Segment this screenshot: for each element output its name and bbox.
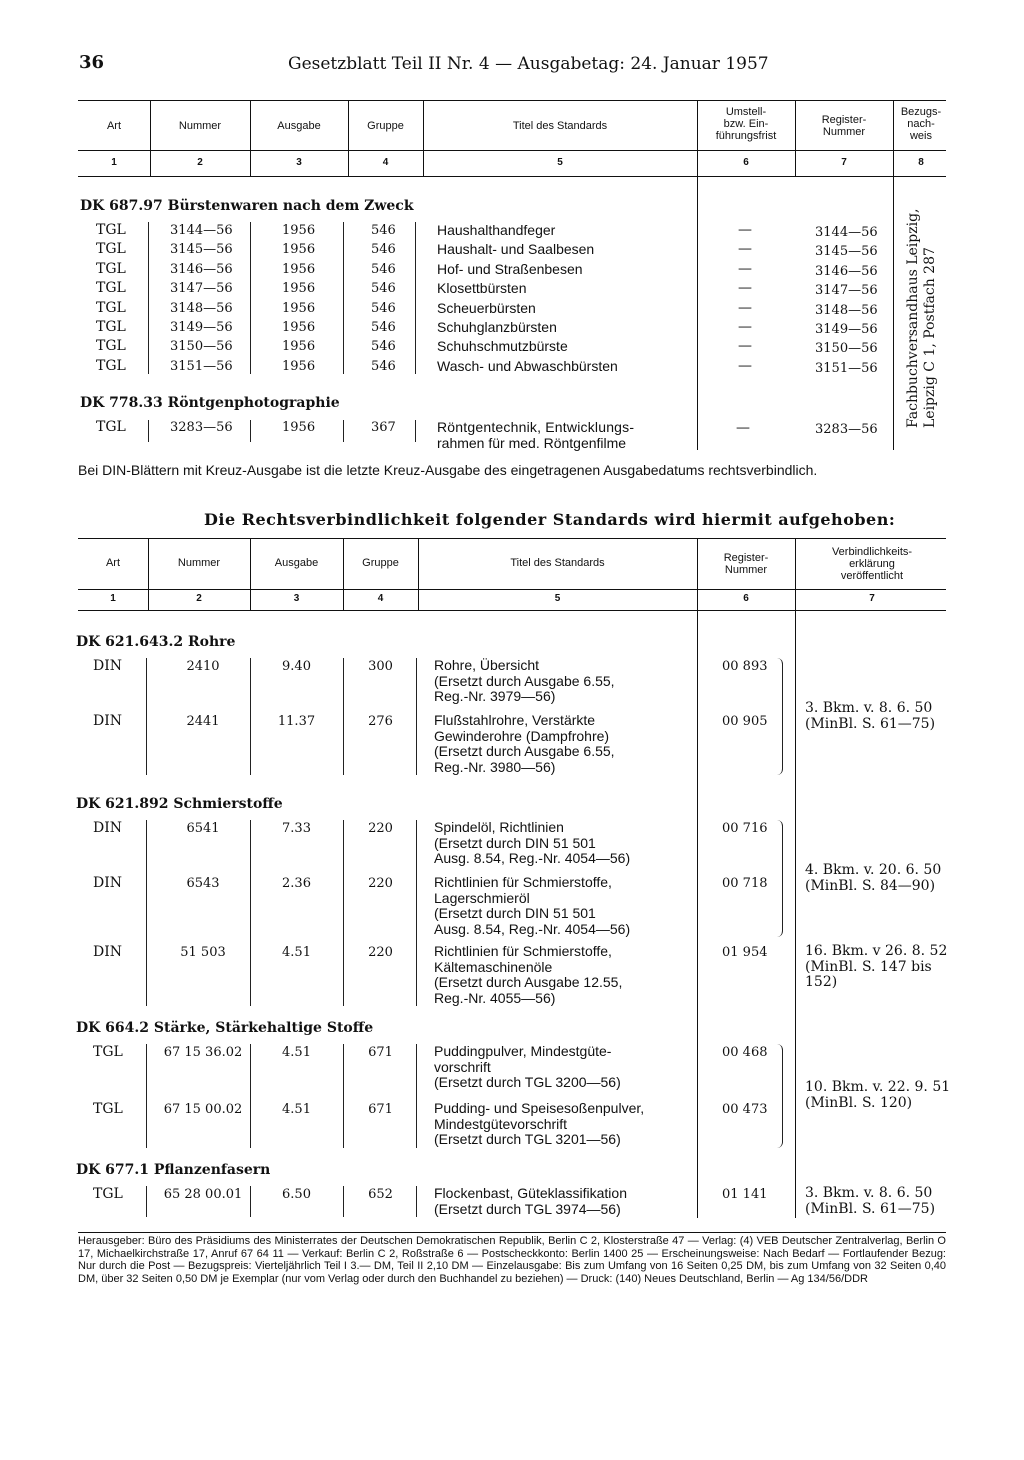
t1-header-ausgabe: Ausgabe: [277, 120, 321, 132]
t1-row-ausgabe: 1956: [282, 261, 316, 277]
t2-row-titel-line: (Ersetzt durch Ausgabe 6.55,: [434, 672, 615, 689]
t1-row-gruppe: 546: [371, 281, 396, 297]
t1-row-nummer: 3147—56: [170, 281, 233, 297]
t1-row-frist: —: [736, 420, 750, 436]
t1-row-frist: —: [738, 357, 752, 374]
t2-row-titel-line: Flockenbast, Güteklassifikation: [434, 1185, 627, 1201]
t1-row-ausgabe: 1956: [282, 420, 316, 435]
t1-row-titel-line2: rahmen für med. Röntgenfilme: [437, 435, 627, 451]
t1-row-frist: —: [738, 319, 752, 335]
t2-colnum-1: 1: [110, 593, 116, 604]
t2-verbindlichkeit-line: 3. Bkm. v. 8. 6. 50: [805, 1185, 933, 1201]
t2-row-titel-line: Reg.-Nr. 3979—56): [434, 688, 556, 704]
t1-row-titel: Klosettbürsten: [437, 280, 527, 297]
t1-row-ausgabe: 1956: [282, 300, 316, 316]
t1-row-titel: Schuhschmutzbürste: [437, 338, 568, 355]
t1-bezugsnachweis-line1: Fachbuchversandhaus Leipzig,: [905, 208, 921, 428]
t1-row-titel: Hof- und Straßenbesen: [437, 260, 583, 277]
t1-header-frist-text: Umstell- bzw. Ein- führungsfrist: [715, 106, 777, 142]
t2-row-gruppe: 220: [368, 821, 393, 836]
t1-row-nummer: 3146—56: [170, 261, 233, 277]
t1-bezugsnachweis-line2: Leipzig C 1, Postfach 287: [922, 247, 938, 428]
t2-verbindlichkeit-line: 4. Bkm. v. 20. 6. 50: [805, 862, 942, 878]
t2-header-gruppe: Gruppe: [362, 557, 399, 569]
t1-row-register: 3150—56: [815, 341, 878, 357]
t1-row-nummer: 3144—56: [170, 223, 233, 238]
t2-row-titel: [434, 1186, 627, 1217]
t1-row-gruppe: 546: [371, 261, 396, 277]
t2-row-ausgabe: 11.37: [277, 714, 316, 729]
t2-row-nummer: 2441: [186, 714, 220, 729]
t1-row-register: 3149—56: [815, 322, 878, 337]
t2-verbindlichkeit-line: (MinBl. S. 61—75): [805, 1200, 936, 1217]
t2-header-titel: Titel des Standards: [510, 557, 605, 569]
t1-row-ausgabe: 1956: [282, 281, 316, 297]
t1-row-frist: —: [738, 299, 752, 316]
t2-row-art: TGL: [93, 1044, 123, 1060]
t2-header-nummer: Nummer: [177, 557, 221, 569]
t2-colnum-7: 7: [869, 593, 875, 604]
t2-row-titel: [434, 713, 615, 775]
t2-row-titel-line: Lagerschmieröl: [434, 889, 530, 906]
t1-colnum-1: 1: [111, 157, 117, 168]
t1-row-gruppe: 546: [371, 242, 396, 258]
t2-row-gruppe: 671: [368, 1045, 393, 1060]
t2-row-titel-line: (Ersetzt durch TGL 3201—56): [434, 1131, 621, 1147]
t2-row-register: 00 716: [722, 821, 768, 836]
t2-row-register: 00 468: [722, 1045, 768, 1060]
t1-header-gruppe: Gruppe: [367, 120, 404, 132]
t1-row-art: TGL: [96, 260, 126, 277]
t1-row-art: TGL: [96, 419, 126, 435]
t2-row-titel: [434, 820, 630, 867]
t2-row-titel: [434, 658, 615, 705]
t1-colnum-3: 3: [296, 157, 302, 168]
t1-row-art: TGL: [96, 241, 126, 258]
t1-header-frist: [699, 106, 793, 142]
t1-row-frist: —: [738, 280, 752, 297]
t1-row-frist: —: [738, 338, 752, 355]
note-text: [78, 462, 946, 479]
t2-verbindlichkeit-line: (MinBl. S. 120): [805, 1094, 913, 1111]
t1-header-bezug-text: Bezugs- nach- weis: [900, 106, 942, 142]
t1-row-gruppe: 546: [371, 339, 396, 355]
t2-row-titel-line: Reg.-Nr. 3980—56): [434, 758, 556, 775]
t2-row-titel: [434, 1044, 621, 1091]
t2-row-titel-line: Flußstahlrohre, Verstärkte: [434, 712, 596, 728]
t2-row-titel-line: Spindelöl, Richtlinien: [434, 819, 564, 835]
t1-header-register: [797, 114, 891, 138]
t1-header-titel: Titel des Standards: [512, 120, 608, 132]
t1-row-register: 3144—56: [815, 225, 878, 240]
t2-row-ausgabe: 4.51: [282, 945, 311, 960]
t1-row-register: 3148—56: [815, 302, 878, 318]
footer-imprint: [78, 1235, 946, 1285]
t2-row-titel: [434, 1101, 644, 1148]
t2-row-nummer: 67 15 00.02: [163, 1102, 243, 1117]
t2-section-heading: DK 664.2 Stärke, Stärkehaltige Stoffe: [76, 1020, 374, 1036]
t1-row-register: 3283—56: [815, 422, 878, 437]
t2-row-nummer: 6543: [186, 876, 220, 891]
t2-row-titel-line: Reg.-Nr. 4055—56): [434, 989, 556, 1006]
t1-row-ausgabe: 1956: [282, 223, 316, 238]
t1-row-gruppe: 546: [371, 300, 396, 316]
t2-verbindlichkeit-line: 3. Bkm. v. 8. 6. 50: [805, 700, 933, 716]
t2-section-heading: DK 677.1 Pflanzenfasern: [76, 1162, 271, 1178]
t2-verbindlichkeit: [805, 944, 947, 991]
t1-header-art: Art: [106, 120, 122, 132]
t1-row-gruppe: 546: [371, 358, 396, 374]
brace-icon: [776, 658, 783, 775]
t2-row-register: 00 473: [722, 1102, 768, 1117]
t2-row-titel-line: vorschrift: [434, 1058, 491, 1075]
brace-icon: [776, 820, 783, 937]
t1-row-art: TGL: [96, 357, 126, 374]
t2-row-titel-line: (Ersetzt durch DIN 51 501: [434, 905, 596, 921]
t2-verbindlichkeit-line: (MinBl. S. 84—90): [805, 877, 936, 894]
t2-verbindlichkeit-line: (MinBl. S. 61—75): [805, 715, 936, 732]
t1-row-register: 3145—56: [815, 244, 878, 260]
t2-row-titel-line: Ausg. 8.54, Reg.-Nr. 4054—56): [434, 920, 631, 937]
t1-row-register: 3151—56: [815, 360, 878, 376]
t1-header-register-text: Register- Nummer: [821, 114, 867, 138]
t1-row-art: TGL: [96, 280, 126, 297]
t2-row-art: TGL: [93, 1101, 123, 1117]
t2-row-titel-line: Richtlinien für Schmierstoffe,: [434, 874, 612, 890]
t2-colnum-2: 2: [196, 593, 202, 604]
t1-row-titel-line1: Röntgentechnik, Entwicklungs-: [437, 419, 635, 435]
t2-row-art: DIN: [93, 713, 123, 729]
t2-row-register: 01 954: [722, 945, 768, 960]
t1-row-register: 3146—56: [815, 263, 878, 279]
t2-row-gruppe: 220: [368, 876, 393, 891]
t2-row-titel-line: (Ersetzt durch Ausgabe 6.55,: [434, 743, 615, 759]
t2-row-titel-line: Rohre, Übersicht: [434, 657, 540, 673]
t1-row-gruppe: 546: [371, 320, 396, 335]
t2-row-ausgabe: 2.36: [282, 876, 311, 891]
t2-colnum-3: 3: [293, 593, 300, 604]
t2-section-heading: DK 621.892 Schmierstoffe: [76, 796, 283, 812]
t1-row-art: TGL: [96, 319, 126, 335]
t2-row-ausgabe: 6.50: [282, 1187, 311, 1202]
t2-verbindlichkeit: [805, 1080, 950, 1111]
t2-row-gruppe: 671: [368, 1102, 393, 1117]
t2-row-titel: [434, 944, 622, 1006]
t2-row-gruppe: 276: [368, 714, 393, 729]
t2-row-ausgabe: 4.51: [282, 1102, 311, 1117]
t1-row-frist: —: [738, 260, 752, 277]
t1-bezugsnachweis: [905, 208, 939, 428]
t1-colnum-6: 6: [743, 157, 749, 168]
section-title-aufgehoben: Die Rechtsverbindlichkeit folgender Standards wird hiermit aufgehoben:: [204, 510, 896, 529]
t1-header-nummer: Nummer: [178, 120, 222, 132]
t1-colnum-2: 2: [197, 157, 203, 168]
t2-row-nummer: 65 28 00.01: [163, 1187, 243, 1202]
t2-header-ausgabe: Ausgabe: [274, 557, 319, 569]
t1-section-heading: DK 778.33 Röntgenphotographie: [80, 395, 340, 411]
t1-row-nummer: 3145—56: [170, 242, 233, 258]
t2-verbindlichkeit-line: (MinBl. S. 147 bis: [805, 958, 932, 975]
t1-row-titel: Haushalt- und Saalbesen: [437, 241, 595, 258]
t2-colnum-5: 5: [554, 593, 561, 604]
t1-row-register: 3147—56: [815, 283, 878, 299]
t1-row-art: TGL: [96, 338, 126, 355]
t2-row-titel-line: Pudding- und Speisesoßenpulver,: [434, 1100, 645, 1116]
t2-row-titel-line: Kältemaschinenöle: [434, 958, 553, 975]
t1-row-gruppe: 546: [371, 223, 396, 238]
t2-row-register: 01 141: [722, 1187, 768, 1202]
t2-row-nummer: 51 503: [180, 945, 226, 960]
t1-row-frist: —: [738, 222, 752, 238]
t2-row-art: DIN: [93, 820, 123, 836]
t2-verbindlichkeit-line: 10. Bkm. v. 22. 9. 51: [805, 1079, 951, 1096]
t2-row-titel-line: Gewinderohre (Dampfrohre): [434, 727, 610, 744]
t1-row-nummer: 3283—56: [170, 420, 233, 435]
t2-verbindlichkeit: [805, 701, 935, 732]
t2-verbindlichkeit: [805, 1186, 935, 1217]
page-number: 36: [79, 52, 105, 73]
t1-row-art: TGL: [96, 222, 126, 238]
note-text-content: Bei DIN-Blättern mit Kreuz-Ausgabe ist die letzte Kreuz-Ausgabe des eingetragenen Ausgabedatums rechtsverbindlich.: [78, 462, 818, 478]
t1-row-ausgabe: 1956: [282, 242, 316, 258]
t2-row-art: TGL: [93, 1186, 123, 1202]
t2-row-titel: [434, 875, 630, 937]
t1-row-nummer: 3151—56: [170, 358, 233, 374]
t2-row-titel-line: (Ersetzt durch Ausgabe 12.55,: [434, 974, 623, 990]
t1-colnum-8: 8: [918, 157, 924, 168]
t2-row-titel-line: (Ersetzt durch DIN 51 501: [434, 834, 596, 851]
t1-row-titel: Wasch- und Abwaschbürsten: [437, 357, 618, 374]
t1-section-heading: DK 687.97 Bürstenwaren nach dem Zweck: [80, 198, 414, 214]
t2-row-titel-line: Mindestgütevorschrift: [434, 1115, 568, 1132]
t1-row-ausgabe: 1956: [282, 339, 316, 355]
t2-row-register: 00 893: [722, 659, 768, 674]
t1-colnum-4: 4: [382, 157, 389, 168]
t2-row-ausgabe: 7.33: [282, 821, 311, 836]
t2-row-register: 00 905: [722, 714, 768, 729]
t2-row-nummer: 2410: [186, 659, 220, 674]
t1-row-ausgabe: 1956: [282, 358, 316, 374]
brace-icon: [776, 1044, 783, 1148]
t2-colnum-6: 6: [743, 593, 749, 604]
t2-row-titel-line: Puddingpulver, Mindestgüte-: [434, 1043, 612, 1059]
t2-row-gruppe: 220: [368, 945, 393, 960]
t1-row-art: TGL: [96, 299, 126, 316]
t2-row-art: DIN: [93, 658, 123, 674]
t2-verbindlichkeit-line: 16. Bkm. v 26. 8. 52: [805, 943, 948, 959]
t2-header-verbindlichkeit: [797, 546, 947, 582]
t1-header-bezug: [895, 106, 947, 142]
t1-row-titel: Schuhglanzbürsten: [437, 319, 557, 335]
t2-header-register: [699, 552, 793, 576]
footer-imprint-text: Herausgeber: Büro des Präsidiums des Ministerrates der Deutschen Demokratischen Republik, Berlin C 2, Klosterstraße 47 — Verlag: (4) VEB Deutscher Zentralverlag, Berlin O 17, Michaelkirchstraße 17, Anruf 67 64 11 — Verkauf: Berlin C 2, Roßstraße 6 — Postscheckkonto: Berlin 1400 25 — Erscheinungsweise: Nach Bedarf — Fortlaufender Bezug: Nur durch die Post — Bezugspreis: Vierteljährlich Teil I 3.— DM, Teil II 2,10 DM — Einzelausgabe: Bis zum Umfang von 16 Seiten 0,25 DM, bis zum Umfang von 32 Seiten 0,40 DM, über 32 Seiten 0,50 DM je Exemplar (nur vom Verlag oder durch den Buchhandel zu beziehen) — Druck: (140) Neues Deutschland, Berlin — Ag 134/56/DDR: [78, 1235, 946, 1285]
t2-header-verbindlichkeit-text: Verbindlichkeits- erklärung veröffentlicht: [831, 546, 913, 582]
t2-row-art: DIN: [93, 944, 123, 960]
t2-row-titel-line: (Ersetzt durch TGL 3974—56): [434, 1200, 621, 1217]
t1-row-ausgabe: 1956: [282, 320, 316, 335]
t1-row-titel: Scheuerbürsten: [437, 299, 536, 316]
t1-colnum-7: 7: [841, 157, 847, 168]
t1-row-frist: —: [738, 241, 752, 258]
t1-row-titel: [437, 419, 695, 451]
t2-colnum-4: 4: [377, 593, 384, 604]
t1-row-nummer: 3148—56: [170, 300, 233, 316]
t1-row-titel: Haushalthandfeger: [437, 222, 556, 238]
t2-verbindlichkeit: [805, 863, 941, 894]
t1-row-gruppe: 367: [371, 420, 396, 435]
t2-row-art: DIN: [93, 875, 123, 891]
t2-header-art: Art: [105, 557, 121, 569]
t2-verbindlichkeit-line: 152): [805, 974, 838, 990]
t2-header-register-text: Register- Nummer: [723, 552, 769, 576]
t1-colnum-5: 5: [557, 157, 563, 168]
t2-row-register: 00 718: [722, 876, 768, 891]
t2-row-gruppe: 300: [368, 659, 393, 674]
t2-row-ausgabe: 4.51: [282, 1045, 311, 1060]
t2-row-ausgabe: 9.40: [282, 659, 311, 674]
t2-section-heading: DK 621.643.2 Rohre: [76, 634, 236, 650]
t2-row-titel-line: (Ersetzt durch TGL 3200—56): [434, 1074, 621, 1090]
t2-row-titel-line: Ausg. 8.54, Reg.-Nr. 4054—56): [434, 850, 631, 866]
t2-row-titel-line: Richtlinien für Schmierstoffe,: [434, 943, 612, 959]
t2-row-nummer: 67 15 36.02: [163, 1045, 243, 1060]
t2-row-gruppe: 652: [368, 1187, 393, 1202]
page-header-title: Gesetzblatt Teil II Nr. 4 — Ausgabetag: 24. Januar 1957: [288, 54, 769, 74]
t1-row-nummer: 3149—56: [170, 320, 233, 335]
t2-row-nummer: 6541: [186, 821, 220, 836]
t1-row-nummer: 3150—56: [170, 339, 233, 355]
